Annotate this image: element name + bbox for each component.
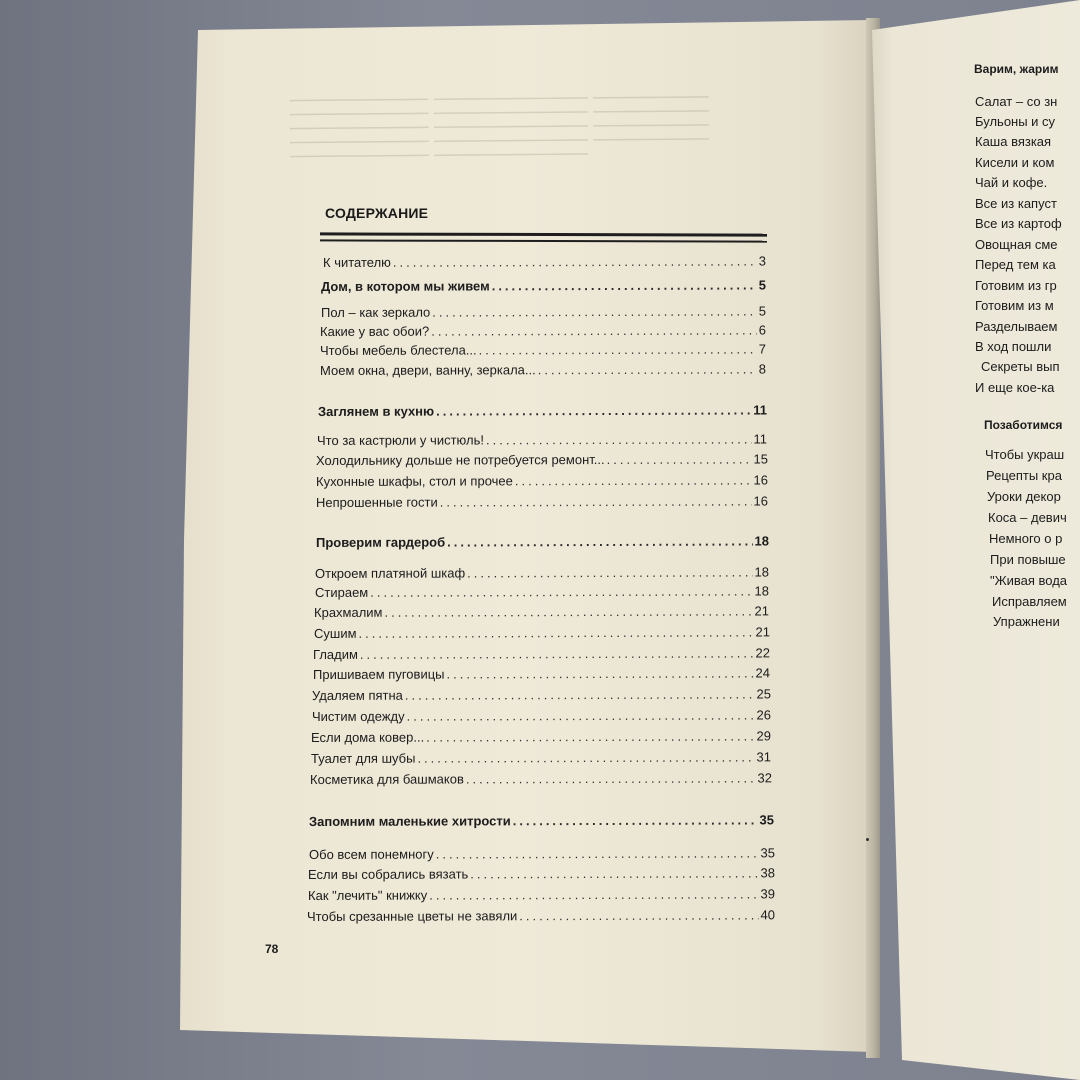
toc-entry	[315, 564, 769, 584]
toc-entry-page: 18	[754, 533, 770, 549]
toc-entry	[316, 472, 768, 492]
right-page-item: Упражнени	[993, 614, 1060, 629]
dot-leader	[436, 402, 751, 418]
right-page-item: И еще кое-ка	[975, 380, 1055, 395]
right-page-item: Чай и кофе.	[975, 175, 1048, 190]
toc-entry-page: 16	[753, 472, 769, 488]
toc-entry-title: Моем окна, двери, ванну, зеркала...	[319, 362, 536, 378]
dot-leader	[407, 707, 755, 723]
toc-entry-page: 18	[754, 583, 770, 599]
right-page-item: Овощная сме	[975, 237, 1058, 252]
toc-entry	[316, 533, 769, 553]
toc-entry-page: 6	[758, 322, 767, 338]
right-page-item: Коса – девич	[988, 510, 1067, 525]
toc-entry	[313, 645, 770, 665]
toc-entry-page: 16	[753, 493, 769, 509]
toc-entry	[321, 277, 766, 297]
right-page-item: Готовим из гр	[975, 278, 1057, 293]
toc-entry	[316, 451, 768, 471]
toc-entry-page: 11	[753, 402, 768, 418]
right-page-item: Готовим из м	[975, 298, 1054, 313]
toc-entry	[317, 431, 767, 451]
toc-entry-title: Если вы собрались вязать	[307, 866, 469, 882]
toc-entry-page: 21	[754, 603, 770, 619]
toc-entry-page: 11	[753, 431, 768, 447]
right-page-item: Кисели и ком	[975, 155, 1055, 170]
right-page-heading-2: Позаботимся	[984, 418, 1063, 432]
right-page-item: Перед тем ка	[975, 257, 1056, 272]
right-page-item: Разделываем	[975, 319, 1058, 334]
toc-entry-page: 40	[760, 907, 776, 923]
right-page-item: Чтобы украш	[985, 447, 1065, 462]
toc-entry	[309, 845, 775, 865]
bleed-through-text: ▁▁▁▁▁▁▁▁▁▁▁▁▁▁▁▁▁▁ ▁▁▁▁▁▁▁▁▁▁▁▁▁▁▁▁▁▁▁▁ ▁▁▁▁▁▁▁▁▁▁▁▁▁▁▁ ▁▁▁▁▁▁▁▁▁▁▁▁▁▁▁▁▁▁ ▁▁▁▁▁▁▁▁▁▁▁▁▁▁▁▁▁▁▁▁ ▁▁▁▁▁▁▁▁▁▁▁▁▁▁▁ ▁▁▁▁▁▁▁▁▁▁▁▁▁▁▁▁▁▁ ▁▁▁▁▁▁▁▁▁▁▁▁▁▁▁▁▁▁▁▁ ▁▁▁▁▁▁▁▁▁▁▁▁▁▁▁ ▁▁▁▁▁▁▁▁▁▁▁▁▁▁▁▁▁▁ ▁▁▁▁▁▁▁▁▁▁▁▁▁▁▁▁▁▁▁▁ ▁▁▁▁▁▁▁▁▁▁▁▁▁▁▁ ▁▁▁▁▁▁▁▁▁▁▁▁▁▁▁▁▁▁ ▁▁▁▁▁▁▁▁▁▁▁▁▁▁▁▁▁▁▁▁	[289, 87, 709, 158]
toc-entry	[308, 886, 775, 906]
toc-entry	[320, 322, 766, 342]
toc-entry-page: 39	[760, 886, 776, 902]
dot-leader	[417, 749, 754, 765]
right-page-item: "Живая вода	[990, 573, 1068, 588]
dot-leader	[358, 624, 753, 640]
dot-leader	[360, 645, 754, 661]
toc-entry-page: 35	[760, 845, 776, 861]
right-page-item: Исправляем	[992, 594, 1067, 609]
toc-entry	[320, 341, 766, 361]
toc-entry-page: 8	[758, 361, 767, 377]
toc-entry	[312, 686, 771, 706]
dot-leader	[431, 322, 757, 338]
toc-entry-title: Чтобы срезанные цветы не завяли	[306, 908, 518, 924]
toc-entry	[311, 728, 771, 748]
toc-entry	[314, 624, 770, 644]
dot-leader	[447, 533, 752, 549]
dot-leader	[467, 564, 752, 580]
dot-leader	[519, 907, 758, 923]
toc-entry-page: 3	[758, 253, 767, 269]
toc-entry-title: Крахмалим	[313, 604, 383, 620]
toc-entry	[307, 907, 775, 927]
toc-entry-title: Кухонные шкафы, стол и прочее	[315, 473, 513, 489]
toc-entry	[310, 770, 772, 790]
toc-entry	[308, 865, 775, 885]
toc-entry-title: Удаляем пятна	[311, 687, 403, 703]
toc-entry	[315, 583, 769, 603]
dot-leader	[492, 277, 757, 293]
toc-entry-page: 15	[753, 451, 769, 467]
toc-entry-page: 18	[754, 564, 770, 580]
toc-entry-title: Пол – как зеркало	[320, 304, 431, 320]
toc-entry-page: 31	[756, 749, 772, 765]
toc-entry-page: 38	[760, 865, 776, 881]
toc-entry-page: 22	[755, 645, 771, 661]
right-page-item: Немного о р	[989, 531, 1063, 546]
toc-entry-title: Откроем платяной шкаф	[314, 565, 466, 581]
toc-entry-title: Косметика для башмаков	[309, 771, 464, 787]
toc-entry-title: Обо всем понемногу	[308, 846, 434, 862]
dot-leader	[446, 665, 753, 681]
dot-leader	[607, 451, 752, 467]
dot-leader	[479, 341, 757, 357]
toc-entry-title: Чистим одежду	[311, 708, 405, 724]
toc-entry-title: Чтобы мебель блестела...	[319, 342, 477, 358]
toc-entry-title: Сушим	[313, 625, 357, 641]
toc-entry-title: Как "лечить" книжку	[307, 887, 428, 903]
right-page-item: Уроки декор	[987, 489, 1061, 504]
toc-entry-page: 32	[757, 770, 773, 786]
dot-leader	[513, 812, 758, 828]
toc-entry-title: Пришиваем пуговицы	[312, 666, 445, 682]
toc-entry	[321, 303, 766, 323]
toc-entry	[311, 749, 771, 769]
dot-leader	[426, 728, 754, 744]
dot-leader	[515, 472, 752, 488]
toc-entry-title: Непрошенные гости	[315, 494, 438, 510]
toc-entry-title: Что за кастрюли у чистюль!	[316, 432, 484, 448]
toc-entry-title: Если дома ковер...	[310, 729, 425, 745]
dot-leader	[429, 886, 758, 902]
dot-leader	[486, 431, 752, 447]
toc-heading: СОДЕРЖАНИЕ	[325, 205, 429, 221]
right-page-item: Рецепты кра	[986, 468, 1062, 483]
dot-leader	[384, 603, 752, 619]
toc-entry-title: К читателю	[322, 254, 391, 270]
toc-entry	[309, 812, 774, 832]
toc-entry-title: Какие у вас обои?	[319, 323, 430, 339]
toc-entry-title: Заглянем в кухню	[317, 403, 435, 419]
toc-entry	[323, 253, 766, 273]
toc-entry-page: 29	[756, 728, 772, 744]
right-page-heading: Варим, жарим	[974, 62, 1059, 76]
dot-leader	[436, 845, 759, 861]
right-page-item: Все из картоф	[975, 216, 1062, 231]
toc-entry	[313, 665, 770, 685]
right-page-item: Секреты вып	[981, 359, 1060, 374]
toc-entry	[312, 707, 771, 727]
toc-entry-title: Дом, в котором мы живем	[320, 278, 490, 294]
toc-entry-title: Запомним маленькие хитрости	[308, 813, 511, 829]
dot-leader	[405, 686, 755, 702]
toc-entry	[320, 361, 766, 381]
dot-leader	[370, 583, 752, 599]
toc-entry	[316, 493, 768, 513]
toc-entry-page: 25	[756, 686, 772, 702]
dot-leader	[470, 865, 758, 881]
dot-leader	[432, 303, 757, 319]
toc-entry-page: 5	[758, 303, 767, 319]
right-page-item: Салат – со зн	[975, 94, 1058, 109]
toc-entry	[318, 402, 767, 422]
page-number: 78	[265, 942, 279, 956]
toc-entry-title: Гладим	[312, 646, 358, 662]
toc-entry-page: 5	[758, 277, 767, 293]
toc-entry-title: Холодильнику дольше не потребуется ремонт...	[315, 451, 605, 468]
toc-entry-title: Проверим гардероб	[315, 534, 446, 550]
right-page-item: Каша вязкая	[975, 134, 1052, 149]
right-page-item: Все из капуст	[975, 196, 1057, 211]
right-page-item: Бульоны и су	[975, 114, 1056, 129]
dot-leader	[393, 253, 757, 269]
toc-entry-page: 21	[755, 624, 771, 640]
right-page-item: При повыше	[990, 552, 1066, 567]
print-speck	[866, 838, 869, 841]
toc-entry-page: 26	[756, 707, 772, 723]
toc-entry-title: Туалет для шубы	[310, 750, 416, 766]
toc-entry-page: 24	[755, 665, 771, 681]
toc-entry	[314, 603, 769, 623]
dot-leader	[440, 493, 752, 509]
right-page-item: В ход пошли	[975, 339, 1052, 354]
toc-entry-page: 35	[759, 812, 775, 828]
dot-leader	[466, 770, 756, 786]
toc-entry-page: 7	[758, 341, 767, 357]
dot-leader	[538, 361, 757, 377]
toc-entry-title: Стираем	[314, 584, 369, 600]
